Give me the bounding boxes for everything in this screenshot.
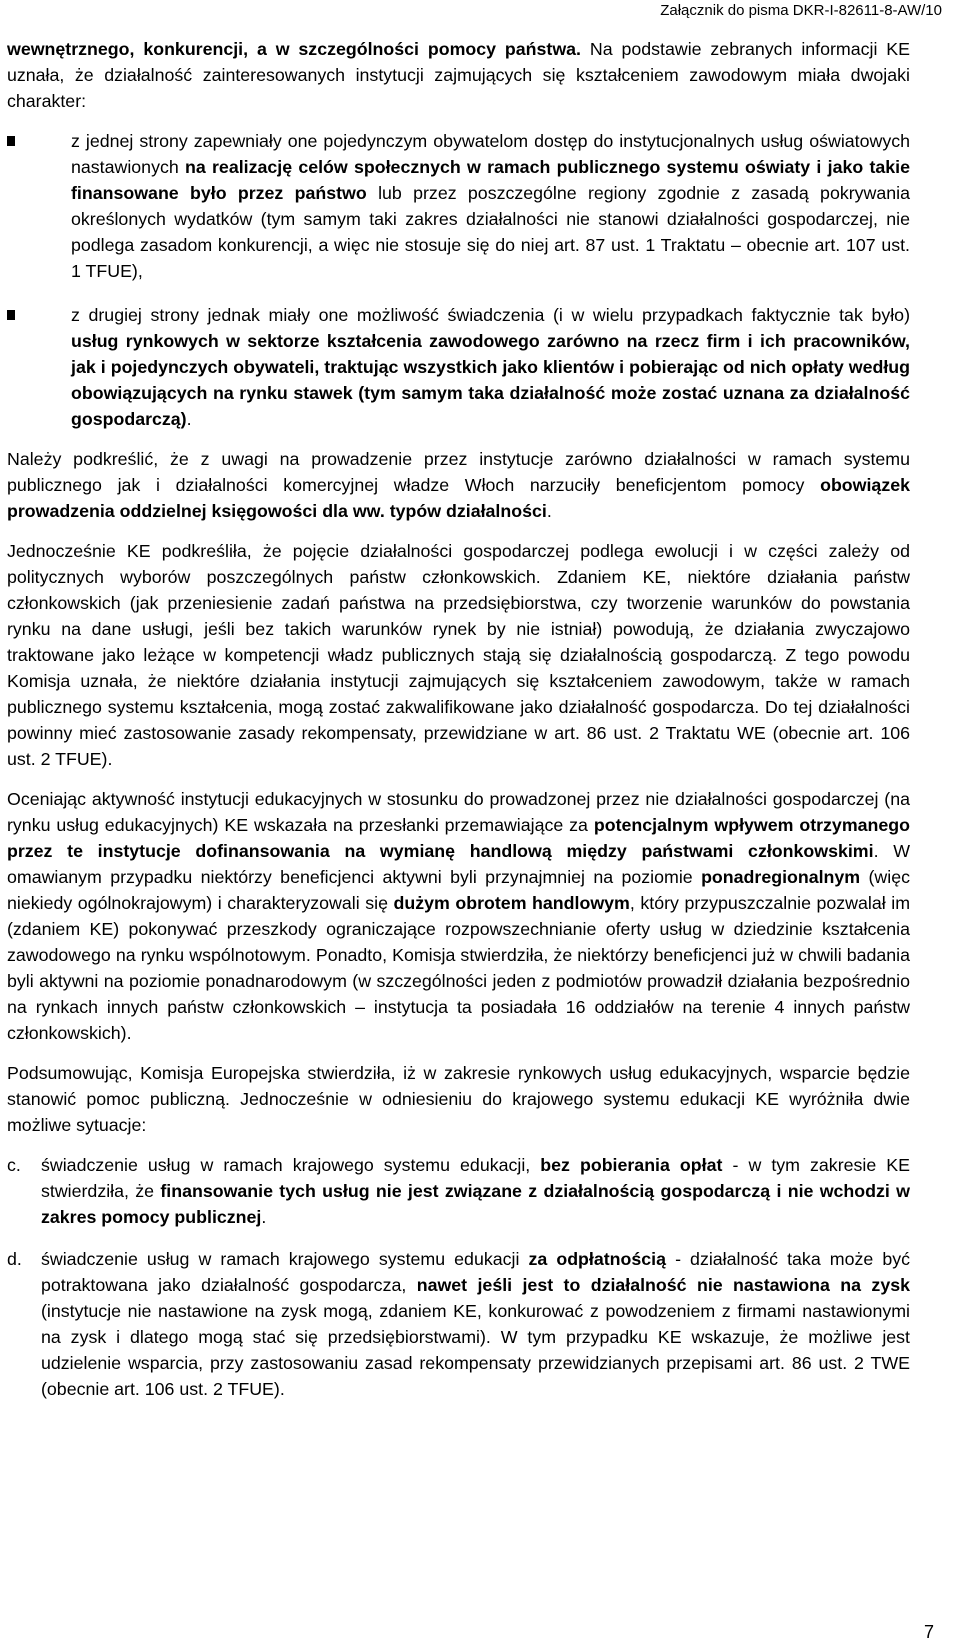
intro-bold-text: wewnętrznego, konkurencji, a w szczególności pomocy państwa. <box>7 39 581 59</box>
paragraph-separate-accounting <box>7 446 910 524</box>
para2-bold-1: obowiązek prowadzenia oddzielnej księgowości dla ww. typów działalności <box>7 475 910 521</box>
bullet1-bold-1: na realizację celów społecznych w ramach publicznego systemu oświaty i jako takie finansowane było przez państwo <box>71 157 910 203</box>
paragraph-summary: Podsumowując, Komisja Europejska stwierdziła, iż w zakresie rynkowych usług edukacyjnych, wsparcie będzie stanowić pomoc publiczną. Jednocześnie w odniesieniu do krajowego systemu edukacji KE wyróżniła dwie możliwe sytuacje: <box>7 1063 910 1135</box>
list-marker: c. <box>7 1155 21 1175</box>
square-bullet-icon <box>7 136 15 146</box>
list-item <box>7 302 910 432</box>
square-bullet-icon <box>7 310 15 320</box>
item-d-text-3: (instytucje nie nastawione na zysk mogą, zdaniem KE, konkurować z powodzeniem z firmami nastawionymi na zysk i dlatego mogą stać się przedsiębiorstwami). W tym przypadku KE wskazuje, że możliwe jest udzielenie wsparcia, przy zastosowaniu zasad rekompensaty przewidzianych przepisami art. 86 ust. 2 TWE (obecnie art. 106 ust. 2 TFUE). <box>41 1301 910 1399</box>
bullet1-text-1: z jednej strony zapewniały one pojedynczym obywatelom dostęp do instytucjonalnych usług oświatowych nastawionych <box>71 131 910 177</box>
item-c-text-2: - w tym zakresie KE stwierdziła, że <box>41 1155 911 1201</box>
item-d-text-2: - działalność taka może być potraktowana jako działalność gospodarcza, <box>41 1249 910 1295</box>
list-item <box>7 128 910 284</box>
item-c-text-1: świadczenie usług w ramach krajowego systemu edukacji, <box>41 1155 541 1175</box>
para4-text-3: (więc niekiedy ogólnokrajowym) i charakteryzowali się <box>7 867 910 913</box>
paragraph-economic-activity: Jednocześnie KE podkreśliła, że pojęcie działalności gospodarczej podlega ewolucji i w części zależy od politycznych wyborów poszczególnych państw członkowskich. Zdaniem KE, niektóre działania państw członkowskich (jak przeniesienie zadań państwa na przedsiębiorstwa, czy tworzenie warunków do powstania rynku na dane usługi, jeśli bez takich warunków rynek by nie istniał) powodują, że działania zwyczajowo traktowane jako leżące w kompetencji władz publicznych stają się działalnością gospodarczą. Z tego powodu Komisja uznała, że niektóre działania instytucji zajmujących się kształceniem zawodowym, także w ramach publicznego systemu kształcenia, mogą zostać zakwalifikowane jako działalność gospodarcza. Do tej działalności powinny mieć zastosowanie zasady rekompensaty, przewidziane w art. 86 ust. 2 Traktatu WE (obecnie art. 106 ust. 2 TFUE). <box>7 541 910 769</box>
paragraph-trade-effect <box>7 786 910 1046</box>
bullet2-text-1: z drugiej strony jednak miały one możliwość świadczenia (i w wielu przypadkach faktycznie tak było) <box>71 305 910 325</box>
document-body <box>7 36 910 1402</box>
intro-paragraph <box>7 36 910 114</box>
para4-text-1: Oceniając aktywność instytucji edukacyjnych w stosunku do prowadzonej przez nie działalności gospodarczej (na rynku usług edukacyjnych) KE wskazała na przesłanki przemawiające za <box>7 789 910 835</box>
list-item <box>7 1152 910 1230</box>
bullet1-text-2: lub przez poszczególne regiony zgodnie z zasadą pokrywania określonych wydatków (tym samym taki zakres działalności nie stanowi działalności gospodarczej, nie podlega zasadom konkurencji, a więc nie stosuje się do niej art. 87 ust. 1 Traktatu – obecnie art. 107 ust. 1 TFUE), <box>71 183 910 281</box>
page-number: 7 <box>923 1622 934 1642</box>
item-c-bold-1: bez pobierania opłat <box>540 1155 723 1175</box>
item-c-text-3: . <box>261 1207 267 1227</box>
item-d-bold-1: za odpłatnością <box>528 1249 666 1269</box>
para4-text-4: , który przypuszczalnie pozwalał im (zdaniem KE) pokonywać przeszkody ograniczające rozpowszechnianie oferty usług w dziedzinie kształcenia zawodowego na rynku wspólnotowym. Ponadto, Komisja stwierdziła, że niektórzy beneficjenci już w chwili badania byli aktywni na poziomie ponadnarodowym (w szczególności jeden z podmiotów prowadził działania bezpośrednio na rynkach innych państw członkowskich – instytucja ta posiadała 16 oddziałów na terenie 4 innych państw członkowskich). <box>7 893 911 1043</box>
item-c-bold-2: finansowanie tych usług nie jest związane z działalnością gospodarczą i nie wchodzi w zakres pomocy publicznej <box>41 1181 910 1227</box>
list-item <box>7 1246 910 1402</box>
bullet2-text-2: . <box>186 409 192 429</box>
item-d-text-1: świadczenie usług w ramach krajowego systemu edukacji <box>41 1249 529 1269</box>
para2-text-1: Należy podkreślić, że z uwagi na prowadzenie przez instytucje zarówno działalności w ramach systemu publicznego jak i działalności komercyjnej władze Włoch narzuciły beneficjentom pomocy <box>7 449 910 495</box>
document-reference-header: Załącznik do pisma DKR-I-82611-8-AW/10 <box>660 2 942 19</box>
bullet2-bold-1: usług rynkowych w sektorze kształcenia zawodowego zarówno na rzecz firm i ich pracowników, jak i pojedynczych obywateli, traktując wszystkich jako klientów i pobierając od nich opłaty według obowiązujących na rynku stawek (tym samym taka działalność może zostać uznana za działalność gospodarczą) <box>71 331 910 429</box>
item-d-bold-2: nawet jeśli jest to działalność nie nastawiona na zysk <box>416 1275 910 1295</box>
para4-text-2: . W omawianym przypadku niektórzy beneficjenci aktywni byli przynajmniej na poziomie <box>7 841 910 887</box>
situations-list <box>7 1152 910 1402</box>
intro-text: Na podstawie zebranych informacji KE uznała, że działalność zainteresowanych instytucji zajmujących się kształceniem zawodowym miała dwojaki charakter: <box>7 39 911 111</box>
para4-bold-1: potencjalnym wpływem otrzymanego przez te instytucje dofinansowania na wymianę handlową między państwami członkowskimi <box>7 815 910 861</box>
bullet-list <box>7 128 910 432</box>
para2-text-2: . <box>546 501 552 521</box>
list-marker: d. <box>7 1249 22 1269</box>
para4-bold-3: dużym obrotem handlowym <box>393 893 630 913</box>
para4-bold-2: ponadregionalnym <box>701 867 861 887</box>
